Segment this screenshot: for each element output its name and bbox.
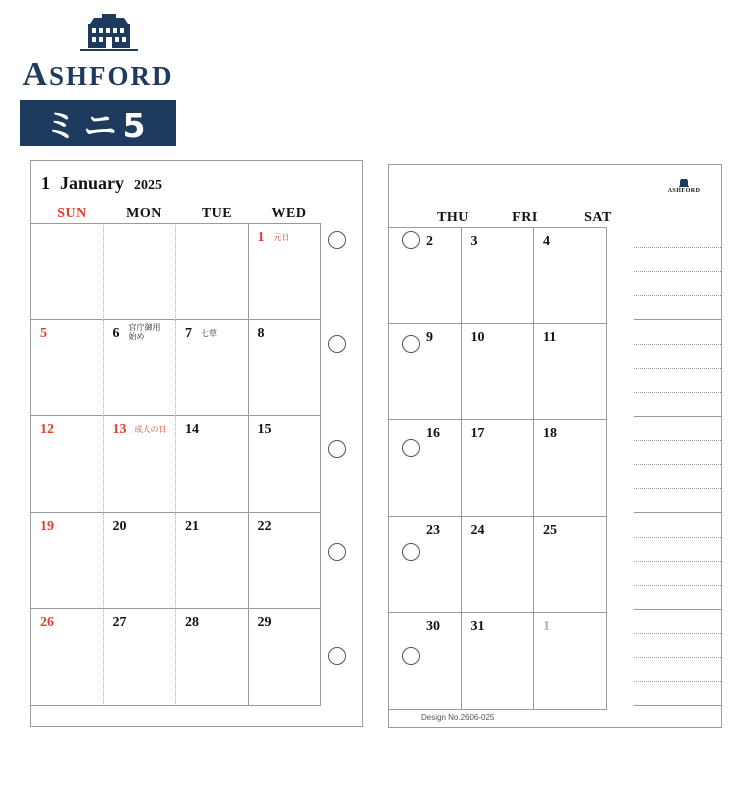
design-number: Design No.2606-025 [421,713,495,722]
binder-hole-icon [402,439,420,457]
day-cell[interactable] [389,517,462,614]
notes-line [634,295,721,296]
day-number: 22 [257,518,272,534]
day-number: 17 [470,426,485,441]
day-number: 19 [40,518,54,534]
notes-line [634,247,721,248]
weekday-header-sat: SAT [584,210,612,225]
day-number: 25 [543,522,557,538]
year: 2025 [134,178,163,193]
notes-line [634,464,721,465]
day-cell[interactable] [534,227,607,324]
notes-line [634,681,721,682]
notes-line [634,271,721,272]
day-cell[interactable] [389,324,462,421]
day-number: 24 [470,522,485,538]
notes-line [634,633,721,634]
notes-line [634,585,721,586]
binder-hole-icon [402,335,420,353]
weekday-header-thu: THU [437,210,469,225]
binder-hole-icon [328,335,346,353]
notes-line [634,488,721,489]
day-cell[interactable] [249,320,322,417]
day-cell[interactable] [176,609,249,706]
day-cell[interactable] [462,420,535,517]
weekday-header-tue: TUE [201,206,233,221]
notes-line [634,609,721,610]
day-number: 27 [112,615,127,630]
notes-line [634,344,721,345]
day-cell[interactable] [389,420,462,517]
house-logo-icon [679,179,689,187]
day-number: 18 [543,426,557,441]
day-cell[interactable] [104,223,177,320]
day-cell[interactable] [249,513,322,610]
day-number: 30 [426,619,440,634]
binder-hole-icon [328,647,346,665]
day-number: 3 [470,234,478,249]
calendar-page-right [388,164,722,728]
binder-hole-icon [328,543,346,561]
mini-logo [665,179,703,201]
ashford-logo [18,12,178,93]
notes-line [634,657,721,658]
day-number: 11 [543,329,557,345]
day-cell[interactable] [31,609,104,706]
day-number: 8 [257,325,265,341]
notes-line [634,392,721,393]
day-number: 5 [40,325,47,341]
day-number: 4 [543,234,550,249]
binder-hole-icon [402,543,420,561]
day-cell[interactable] [389,613,462,710]
day-cell[interactable] [104,320,177,417]
notes-line [634,537,721,538]
day-cell[interactable] [249,416,322,513]
day-cell[interactable] [176,416,249,513]
day-number: 29 [257,615,272,630]
day-cell[interactable] [462,517,535,614]
day-cell[interactable] [176,513,249,610]
day-number: 23 [426,522,440,538]
weekday-header-mon: MON [126,206,162,221]
day-cell[interactable] [31,320,104,417]
binder-hole-icon [402,231,420,249]
day-cell[interactable] [31,416,104,513]
day-cell[interactable] [104,416,177,513]
month-title [41,173,162,194]
notes-line [634,705,721,706]
day-cell[interactable] [104,513,177,610]
day-number: 7 [185,325,192,341]
day-cell[interactable] [462,613,535,710]
house-logo-icon [80,14,138,54]
day-cell[interactable] [31,223,104,320]
day-number: 20 [112,518,127,534]
binder-hole-icon [328,440,346,458]
holiday-note: 元日 [273,233,290,242]
notes-line [634,512,721,513]
weekday-header-fri: FRI [512,210,538,225]
day-number: 10 [470,329,485,345]
day-number: 2 [426,234,433,249]
weekday-header-wed: WED [271,206,307,221]
weekday-header-sun: SUN [57,206,87,221]
day-cell[interactable] [389,227,462,324]
day-cell[interactable] [176,320,249,417]
binder-hole-icon [328,231,346,249]
holiday-note: 官庁御用 始め [128,322,161,341]
day-cell[interactable] [462,324,535,421]
day-cell[interactable] [462,227,535,324]
holiday-note: 七草 [201,328,217,338]
notes-line [634,368,721,369]
day-cell[interactable] [534,420,607,517]
day-number: 26 [40,615,54,630]
calendar-page-left [30,160,363,727]
day-cell[interactable] [249,223,322,320]
day-number: 6 [112,325,120,341]
month-name: January [60,173,125,193]
size-badge: ミニ5 [20,100,176,146]
day-cell[interactable] [249,609,322,706]
mini-brand: ASHFORD [667,188,701,194]
notes-line [634,416,721,417]
notes-line [634,440,721,441]
day-number: 15 [257,422,272,437]
day-number: 14 [185,422,199,437]
day-number: 31 [470,619,485,634]
notes-line [634,319,721,320]
day-cell[interactable] [104,609,177,706]
day-cell[interactable] [31,513,104,610]
binder-hole-icon [402,647,420,665]
bottom-strip [31,707,362,726]
day-cell[interactable] [534,324,607,421]
day-cell[interactable] [176,223,249,320]
day-number: 9 [426,329,433,345]
day-cell[interactable] [534,517,607,614]
brand-name: ASHFORD [22,56,174,93]
day-number: 1 [543,619,550,634]
notes-line [634,561,721,562]
day-number: 1 [257,230,265,245]
holiday-note: 成人の日 [134,425,167,434]
day-number: 13 [112,422,127,437]
day-number: 21 [185,518,199,534]
day-number: 12 [40,422,54,437]
day-number: 16 [426,426,440,441]
day-number: 28 [185,615,199,630]
month-number: 1 [41,173,50,193]
day-cell[interactable] [534,613,607,710]
